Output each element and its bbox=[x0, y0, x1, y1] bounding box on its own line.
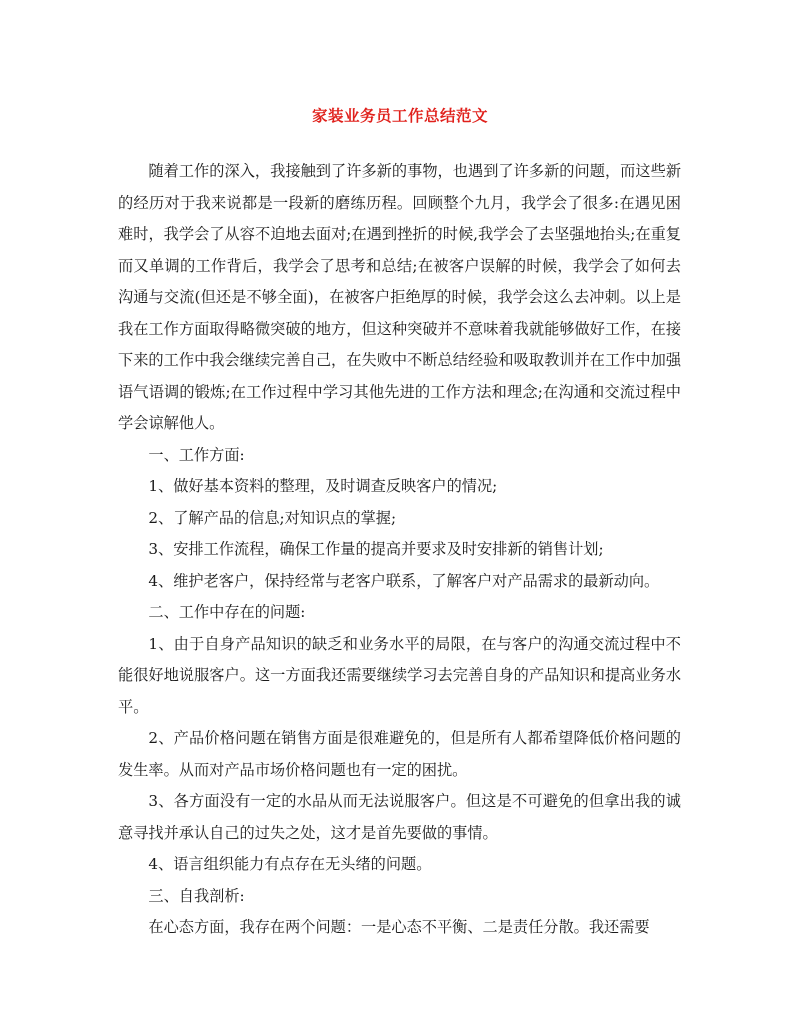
paragraph-self-analysis: 在心态方面，我存在两个问题：一是心态不平衡、二是责任分散。我还需要 bbox=[148, 918, 650, 936]
section-heading-problems: 二、工作中存在的问题: bbox=[148, 603, 306, 621]
list-item: 4、语言组织能力有点存在无头绪的问题。 bbox=[148, 855, 432, 873]
list-item: 2、了解产品的信息;对知识点的掌握; bbox=[148, 508, 397, 527]
section-heading-work: 一、工作方面: bbox=[148, 445, 245, 464]
document-title: 家装业务员工作总结范文 bbox=[311, 106, 488, 125]
list-item: 3、安排工作流程，确保工作量的提高并要求及时安排新的销售计划; bbox=[148, 540, 604, 558]
list-item: 1、由于自身产品知识的缺乏和业务水平的局限，在与客户的沟通交流过程中不能很好地说服客户。这一方面我还需要继续学习去完善自身的产品知识和提高业务水平。 bbox=[118, 634, 681, 716]
list-item: 1、做好基本资料的整理，及时调查反映客户的情况; bbox=[148, 477, 498, 495]
paragraph-intro: 随着工作的深入，我接触到了许多新的事物，也遇到了许多新的问题，而这些新的经历对于我来说都是一段新的磨练历程。回顾整个九月，我学会了很多:在遇见困难时，我学会了从容不迫地去面对;在遇到挫折的时候,我学会了去坚强地抬头;在重复而又单调的工作背后，我学会了思考和总结;在被客户误解的时候，我学会了如何去沟通与交流(但还是不够全面)，在被客户拒绝厚的时候，我学会这么去冲刺。以上是我在工作方面取得略微突破的地方，但这种突破并不意味着我就能够做好工作，在接下来的工作中我会继续完善自己，在失败中不断总结经验和吸取教训并在工作中加强语气语调的锻炼;在工作过程中学习其他先进的工作方法和理念;在沟通和交流过程中学会谅解他人。 bbox=[118, 162, 681, 432]
section-heading-self-analysis: 三、自我剖析: bbox=[148, 886, 245, 905]
document-body bbox=[118, 156, 681, 944]
list-item: 3、各方面没有一定的水品从而无法说服客户。但这是不可避免的但拿出我的诚意寻找并承认自己的过失之处，这才是首先要做的事情。 bbox=[118, 792, 681, 842]
list-item: 2、产品价格问题在销售方面是很难避免的，但是所有人都希望降低价格问题的发生率。从而对产品市场价格问题也有一定的困扰。 bbox=[118, 729, 681, 779]
list-item: 4、维护老客户，保持经常与老客户联系，了解客户对产品需求的最新动向。 bbox=[148, 571, 660, 590]
